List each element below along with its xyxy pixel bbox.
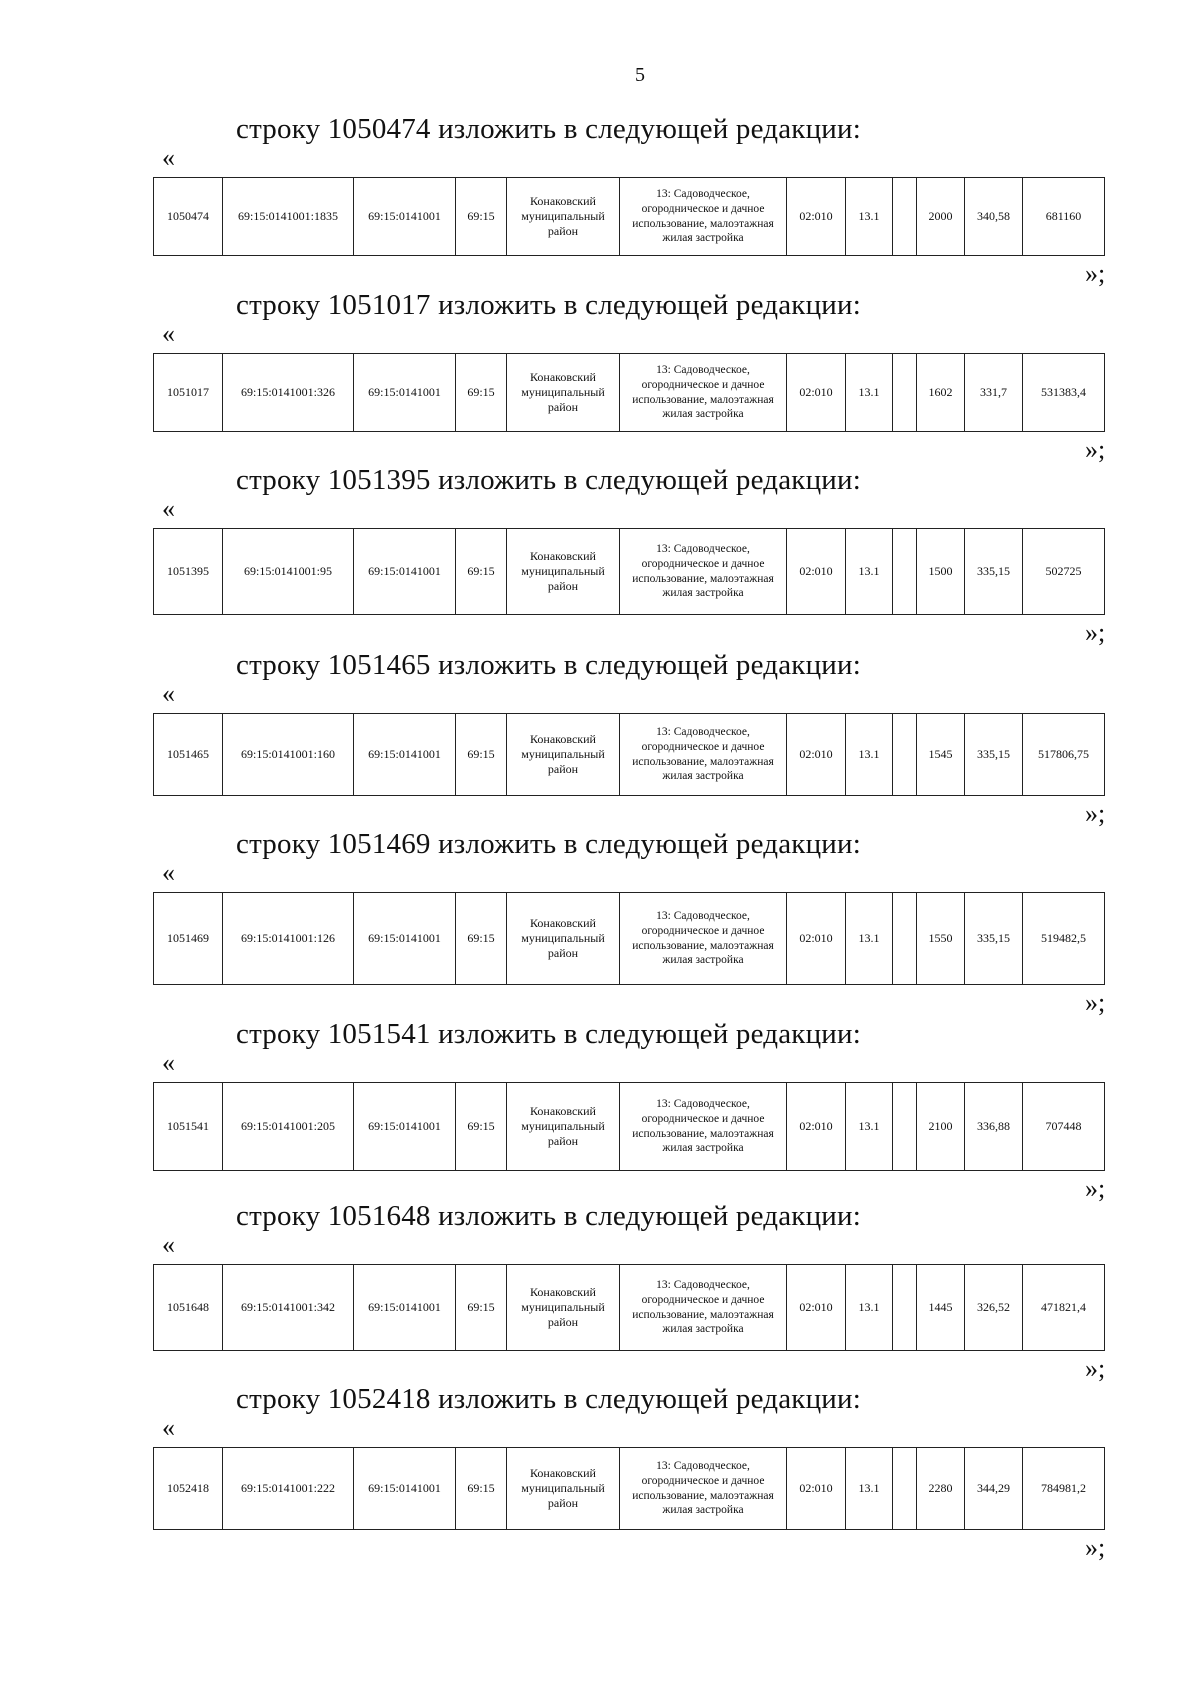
page-number: 5 bbox=[635, 64, 645, 86]
open-quote: « bbox=[162, 858, 175, 887]
cell-code: 02:010 bbox=[787, 893, 846, 985]
cell-quarter: 69:15:0141001 bbox=[354, 714, 456, 796]
cell-municipality: Конаковский муниципальный район bbox=[507, 178, 620, 256]
cell-land-use: 13: Садоводческое, огородническое и дачное использование, малоэтажная жилая застройка bbox=[620, 1265, 787, 1351]
cell-code: 02:010 bbox=[787, 354, 846, 432]
cell-group: 13.1 bbox=[846, 529, 893, 615]
open-quote: « bbox=[162, 319, 175, 348]
cell-land-use: 13: Садоводческое, огородническое и дачное использование, малоэтажная жилая застройка bbox=[620, 1083, 787, 1171]
cell-area: 1445 bbox=[917, 1265, 965, 1351]
cell-rate: 335,15 bbox=[965, 714, 1023, 796]
cell-quarter: 69:15:0141001 bbox=[354, 529, 456, 615]
cell-rate: 344,29 bbox=[965, 1448, 1023, 1530]
cell-blank bbox=[893, 529, 917, 615]
cell-group: 13.1 bbox=[846, 1265, 893, 1351]
cell-rate: 335,15 bbox=[965, 529, 1023, 615]
amendment-heading: строку 1051017 изложить в следующей редакции: bbox=[236, 289, 861, 321]
cell-rate: 335,15 bbox=[965, 893, 1023, 985]
cell-blank bbox=[893, 1083, 917, 1171]
cell-municipality: Конаковский муниципальный район bbox=[507, 1265, 620, 1351]
table-row bbox=[154, 714, 1105, 796]
cell-quarter: 69:15:0141001 bbox=[354, 893, 456, 985]
cell-blank bbox=[893, 354, 917, 432]
cell-rate: 336,88 bbox=[965, 1083, 1023, 1171]
amendment-table bbox=[153, 713, 1105, 796]
close-quote: »; bbox=[1085, 799, 1106, 828]
amendment-table bbox=[153, 1447, 1105, 1530]
cell-value: 519482,5 bbox=[1023, 893, 1105, 985]
cell-quarter: 69:15:0141001 bbox=[354, 178, 456, 256]
cell-quarter: 69:15:0141001 bbox=[354, 354, 456, 432]
cell-land-use: 13: Садоводческое, огородническое и дачное использование, малоэтажная жилая застройка bbox=[620, 1448, 787, 1530]
close-quote: »; bbox=[1085, 259, 1106, 288]
cell-area: 2100 bbox=[917, 1083, 965, 1171]
cell-code: 02:010 bbox=[787, 1265, 846, 1351]
cell-area: 1602 bbox=[917, 354, 965, 432]
cell-cadastral-number: 69:15:0141001:160 bbox=[223, 714, 354, 796]
amendment-table bbox=[153, 528, 1105, 615]
cell-quarter: 69:15:0141001 bbox=[354, 1448, 456, 1530]
cell-group: 13.1 bbox=[846, 354, 893, 432]
cell-quarter: 69:15:0141001 bbox=[354, 1265, 456, 1351]
cell-land-use: 13: Садоводческое, огородническое и дачное использование, малоэтажная жилая застройка bbox=[620, 178, 787, 256]
cell-group: 13.1 bbox=[846, 714, 893, 796]
cell-code: 02:010 bbox=[787, 529, 846, 615]
cell-cadastral-number: 69:15:0141001:222 bbox=[223, 1448, 354, 1530]
cell-district-code: 69:15 bbox=[456, 529, 507, 615]
amendment-heading: строку 1051469 изложить в следующей редакции: bbox=[236, 828, 861, 860]
cell-municipality: Конаковский муниципальный район bbox=[507, 893, 620, 985]
close-quote: »; bbox=[1085, 435, 1106, 464]
cell-value: 681160 bbox=[1023, 178, 1105, 256]
cell-value: 502725 bbox=[1023, 529, 1105, 615]
amendment-heading: строку 1051465 изложить в следующей редакции: bbox=[236, 649, 861, 681]
cell-group: 13.1 bbox=[846, 1083, 893, 1171]
amendment-heading: строку 1051541 изложить в следующей редакции: bbox=[236, 1018, 861, 1050]
open-quote: « bbox=[162, 679, 175, 708]
open-quote: « bbox=[162, 1048, 175, 1077]
cell-id: 1051017 bbox=[154, 354, 223, 432]
cell-group: 13.1 bbox=[846, 178, 893, 256]
cell-group: 13.1 bbox=[846, 893, 893, 985]
cell-id: 1051395 bbox=[154, 529, 223, 615]
cell-id: 1050474 bbox=[154, 178, 223, 256]
amendment-table bbox=[153, 1082, 1105, 1171]
cell-id: 1052418 bbox=[154, 1448, 223, 1530]
cell-municipality: Конаковский муниципальный район bbox=[507, 1083, 620, 1171]
cell-district-code: 69:15 bbox=[456, 178, 507, 256]
cell-code: 02:010 bbox=[787, 178, 846, 256]
cell-land-use: 13: Садоводческое, огородническое и дачное использование, малоэтажная жилая застройка bbox=[620, 529, 787, 615]
close-quote: »; bbox=[1085, 988, 1106, 1017]
cell-area: 1545 bbox=[917, 714, 965, 796]
cell-cadastral-number: 69:15:0141001:205 bbox=[223, 1083, 354, 1171]
amendment-heading: строку 1050474 изложить в следующей редакции: bbox=[236, 113, 861, 145]
table-row bbox=[154, 178, 1105, 256]
cell-cadastral-number: 69:15:0141001:342 bbox=[223, 1265, 354, 1351]
cell-rate: 340,58 bbox=[965, 178, 1023, 256]
cell-rate: 326,52 bbox=[965, 1265, 1023, 1351]
open-quote: « bbox=[162, 1230, 175, 1259]
cell-cadastral-number: 69:15:0141001:326 bbox=[223, 354, 354, 432]
cell-id: 1051469 bbox=[154, 893, 223, 985]
cell-code: 02:010 bbox=[787, 1448, 846, 1530]
amendment-heading: строку 1051395 изложить в следующей редакции: bbox=[236, 464, 861, 496]
cell-id: 1051541 bbox=[154, 1083, 223, 1171]
table-row bbox=[154, 354, 1105, 432]
cell-area: 2000 bbox=[917, 178, 965, 256]
open-quote: « bbox=[162, 494, 175, 523]
cell-area: 2280 bbox=[917, 1448, 965, 1530]
cell-blank bbox=[893, 1448, 917, 1530]
cell-rate: 331,7 bbox=[965, 354, 1023, 432]
cell-value: 784981,2 bbox=[1023, 1448, 1105, 1530]
close-quote: »; bbox=[1085, 1174, 1106, 1203]
cell-id: 1051465 bbox=[154, 714, 223, 796]
cell-group: 13.1 bbox=[846, 1448, 893, 1530]
cell-blank bbox=[893, 714, 917, 796]
cell-value: 517806,75 bbox=[1023, 714, 1105, 796]
cell-cadastral-number: 69:15:0141001:95 bbox=[223, 529, 354, 615]
cell-land-use: 13: Садоводческое, огородническое и дачное использование, малоэтажная жилая застройка bbox=[620, 354, 787, 432]
table-row bbox=[154, 1448, 1105, 1530]
cell-district-code: 69:15 bbox=[456, 714, 507, 796]
cell-code: 02:010 bbox=[787, 1083, 846, 1171]
table-row bbox=[154, 1265, 1105, 1351]
cell-area: 1550 bbox=[917, 893, 965, 985]
open-quote: « bbox=[162, 1413, 175, 1442]
cell-blank bbox=[893, 178, 917, 256]
cell-blank bbox=[893, 893, 917, 985]
close-quote: »; bbox=[1085, 618, 1106, 647]
cell-municipality: Конаковский муниципальный район bbox=[507, 529, 620, 615]
close-quote: »; bbox=[1085, 1533, 1106, 1562]
open-quote: « bbox=[162, 143, 175, 172]
cell-cadastral-number: 69:15:0141001:126 bbox=[223, 893, 354, 985]
table-row bbox=[154, 893, 1105, 985]
amendment-table bbox=[153, 177, 1105, 256]
cell-value: 471821,4 bbox=[1023, 1265, 1105, 1351]
cell-quarter: 69:15:0141001 bbox=[354, 1083, 456, 1171]
amendment-heading: строку 1051648 изложить в следующей редакции: bbox=[236, 1200, 861, 1232]
amendment-table bbox=[153, 892, 1105, 985]
cell-code: 02:010 bbox=[787, 714, 846, 796]
cell-district-code: 69:15 bbox=[456, 1265, 507, 1351]
cell-municipality: Конаковский муниципальный район bbox=[507, 1448, 620, 1530]
amendment-table bbox=[153, 1264, 1105, 1351]
cell-district-code: 69:15 bbox=[456, 354, 507, 432]
cell-value: 531383,4 bbox=[1023, 354, 1105, 432]
table-row bbox=[154, 529, 1105, 615]
table-row bbox=[154, 1083, 1105, 1171]
close-quote: »; bbox=[1085, 1354, 1106, 1383]
cell-municipality: Конаковский муниципальный район bbox=[507, 354, 620, 432]
cell-land-use: 13: Садоводческое, огородническое и дачное использование, малоэтажная жилая застройка bbox=[620, 893, 787, 985]
cell-district-code: 69:15 bbox=[456, 1448, 507, 1530]
amendment-table bbox=[153, 353, 1105, 432]
cell-area: 1500 bbox=[917, 529, 965, 615]
cell-district-code: 69:15 bbox=[456, 893, 507, 985]
cell-land-use: 13: Садоводческое, огородническое и дачное использование, малоэтажная жилая застройка bbox=[620, 714, 787, 796]
cell-district-code: 69:15 bbox=[456, 1083, 507, 1171]
cell-blank bbox=[893, 1265, 917, 1351]
cell-cadastral-number: 69:15:0141001:1835 bbox=[223, 178, 354, 256]
cell-municipality: Конаковский муниципальный район bbox=[507, 714, 620, 796]
cell-id: 1051648 bbox=[154, 1265, 223, 1351]
amendment-heading: строку 1052418 изложить в следующей редакции: bbox=[236, 1383, 861, 1415]
cell-value: 707448 bbox=[1023, 1083, 1105, 1171]
